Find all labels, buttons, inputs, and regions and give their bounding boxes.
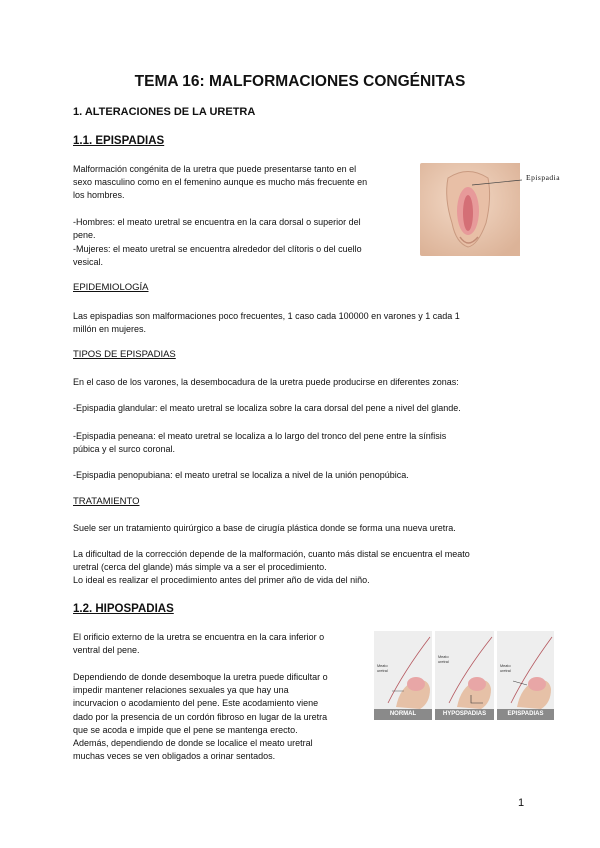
glans [468, 677, 486, 691]
panel-label-hypospadias: HYPOSPADIAS [435, 709, 494, 720]
label-line: Meato [438, 655, 449, 659]
text-line: pene. [73, 230, 96, 241]
leader-line [513, 681, 527, 685]
epispadias-illustration [420, 163, 530, 256]
text-line: muchas veces se ven obligados a orinar sentados. [73, 751, 276, 762]
text-line: Además, dependiendo de donde se localice el meato uretral [73, 738, 313, 749]
tratamiento-text-2 [73, 548, 543, 588]
tipo-glandular: -Epispadia glandular: el meato uretral se localiza sobre la cara dorsal del pene a nivel del glande. [73, 403, 461, 413]
text-line: Lo ideal es realizar el procedimiento antes del primer año de vida del niño. [73, 575, 370, 586]
tipo-penopubiana: -Epispadia penopubiana: el meato uretral se localiza a nivel de la unión penopúbica. [73, 470, 409, 480]
section-heading: 1. ALTERACIONES DE LA URETRA [73, 106, 256, 118]
hipospadias-body [73, 671, 368, 763]
epidemiologia-heading: EPIDEMIOLOGÍA [73, 282, 149, 293]
tipo-peneana [73, 430, 543, 456]
label-line: uretral [377, 668, 388, 673]
text-line: La dificultad de la corrección depende de la malformación, cuanto más distal se encuentra el meato [73, 549, 470, 559]
epispadias-hombres [73, 216, 413, 242]
hypospadias-diagram [435, 631, 494, 709]
text-line: uretral (cerca del glande) más simple va a ser el procedimiento. [73, 562, 327, 573]
subsection-heading-epispadias: 1.1. EPISPADIAS [73, 135, 165, 147]
label-line: Meato [500, 664, 511, 668]
panel-label-normal: NORMAL [374, 709, 432, 720]
epidemiologia-text [73, 310, 533, 336]
text-line: incurvacion o acodamiento del pene. Este acodamiento viene [73, 698, 319, 709]
label-line: Meato [377, 664, 388, 668]
text-line: El orificio externo de la uretra se encuentra en la cara inferior o [73, 632, 325, 642]
text-line: ventral del pene. [73, 645, 140, 656]
hipospadias-intro [73, 631, 363, 657]
panel-label-epispadias: EPISPADIAS [497, 709, 554, 720]
text-line: millón en mujeres. [73, 324, 147, 335]
meato-label [377, 664, 388, 673]
text-line: Malformación congénita de la uretra que puede presentarse tanto en el [73, 164, 357, 174]
text-line: los hombres. [73, 190, 125, 201]
glans [528, 677, 546, 691]
page-title: TEMA 16: MALFORMACIONES CONGÉNITAS [134, 73, 466, 90]
comparison-figure [374, 631, 554, 720]
panel-normal [374, 631, 432, 720]
panel-hypospadias [435, 631, 494, 720]
subsection-heading-hipospadias: 1.2. HIPOSPADIAS [73, 603, 174, 615]
tratamiento-text-1: Suele ser un tratamiento quirúrgico a base de cirugía plástica donde se forma una nueva uretra. [73, 523, 456, 533]
tipos-heading: TIPOS DE EPISPADIAS [73, 349, 176, 360]
epispadias-mujeres [73, 243, 413, 269]
text-line: -Mujeres: el meato uretral se encuentra alrededor del clítoris o del cuello [73, 244, 362, 254]
text-line: sexo masculino como en el femenino aunque es mucho más frecuente en [73, 177, 368, 188]
label-line: uretral [438, 659, 449, 664]
meato-label [438, 655, 449, 664]
epispadias-figure-label: Epispadia [526, 173, 561, 182]
page-number: 1 [518, 797, 525, 809]
tipos-intro: En el caso de los varones, la desembocadura de la uretra puede producirse en diferentes zonas: [73, 377, 459, 387]
text-line: Las epispadias son malformaciones poco frecuentes, 1 caso cada 100000 en varones y 1 cada 1 [73, 311, 460, 321]
panel-epispadias [497, 631, 554, 720]
epispadias-intro [73, 163, 413, 203]
text-line: púbica y el surco coronal. [73, 444, 176, 455]
text-line: -Epispadia peneana: el meato uretral se localiza a lo largo del tronco del pene entre la sínfisis [73, 431, 447, 441]
urethral-groove [463, 195, 473, 231]
glans [407, 677, 425, 691]
meato-label [500, 664, 511, 673]
tratamiento-heading: TRATAMIENTO [73, 496, 140, 507]
text-line: vesical. [73, 257, 104, 268]
text-line: -Hombres: el meato uretral se encuentra en la cara dorsal o superior del [73, 217, 361, 227]
text-line: Dependiendo de donde desemboque la uretra puede dificultar o [73, 672, 328, 682]
text-line: impedir mantener relaciones sexuales ya que hay una [73, 685, 289, 696]
text-line: dado por la presencia de un cordón fibroso en lugar de la uretra [73, 711, 328, 722]
text-line: que se acoda e impide que el pene se mantenga erecto. [73, 724, 298, 735]
label-line: uretral [500, 668, 511, 673]
